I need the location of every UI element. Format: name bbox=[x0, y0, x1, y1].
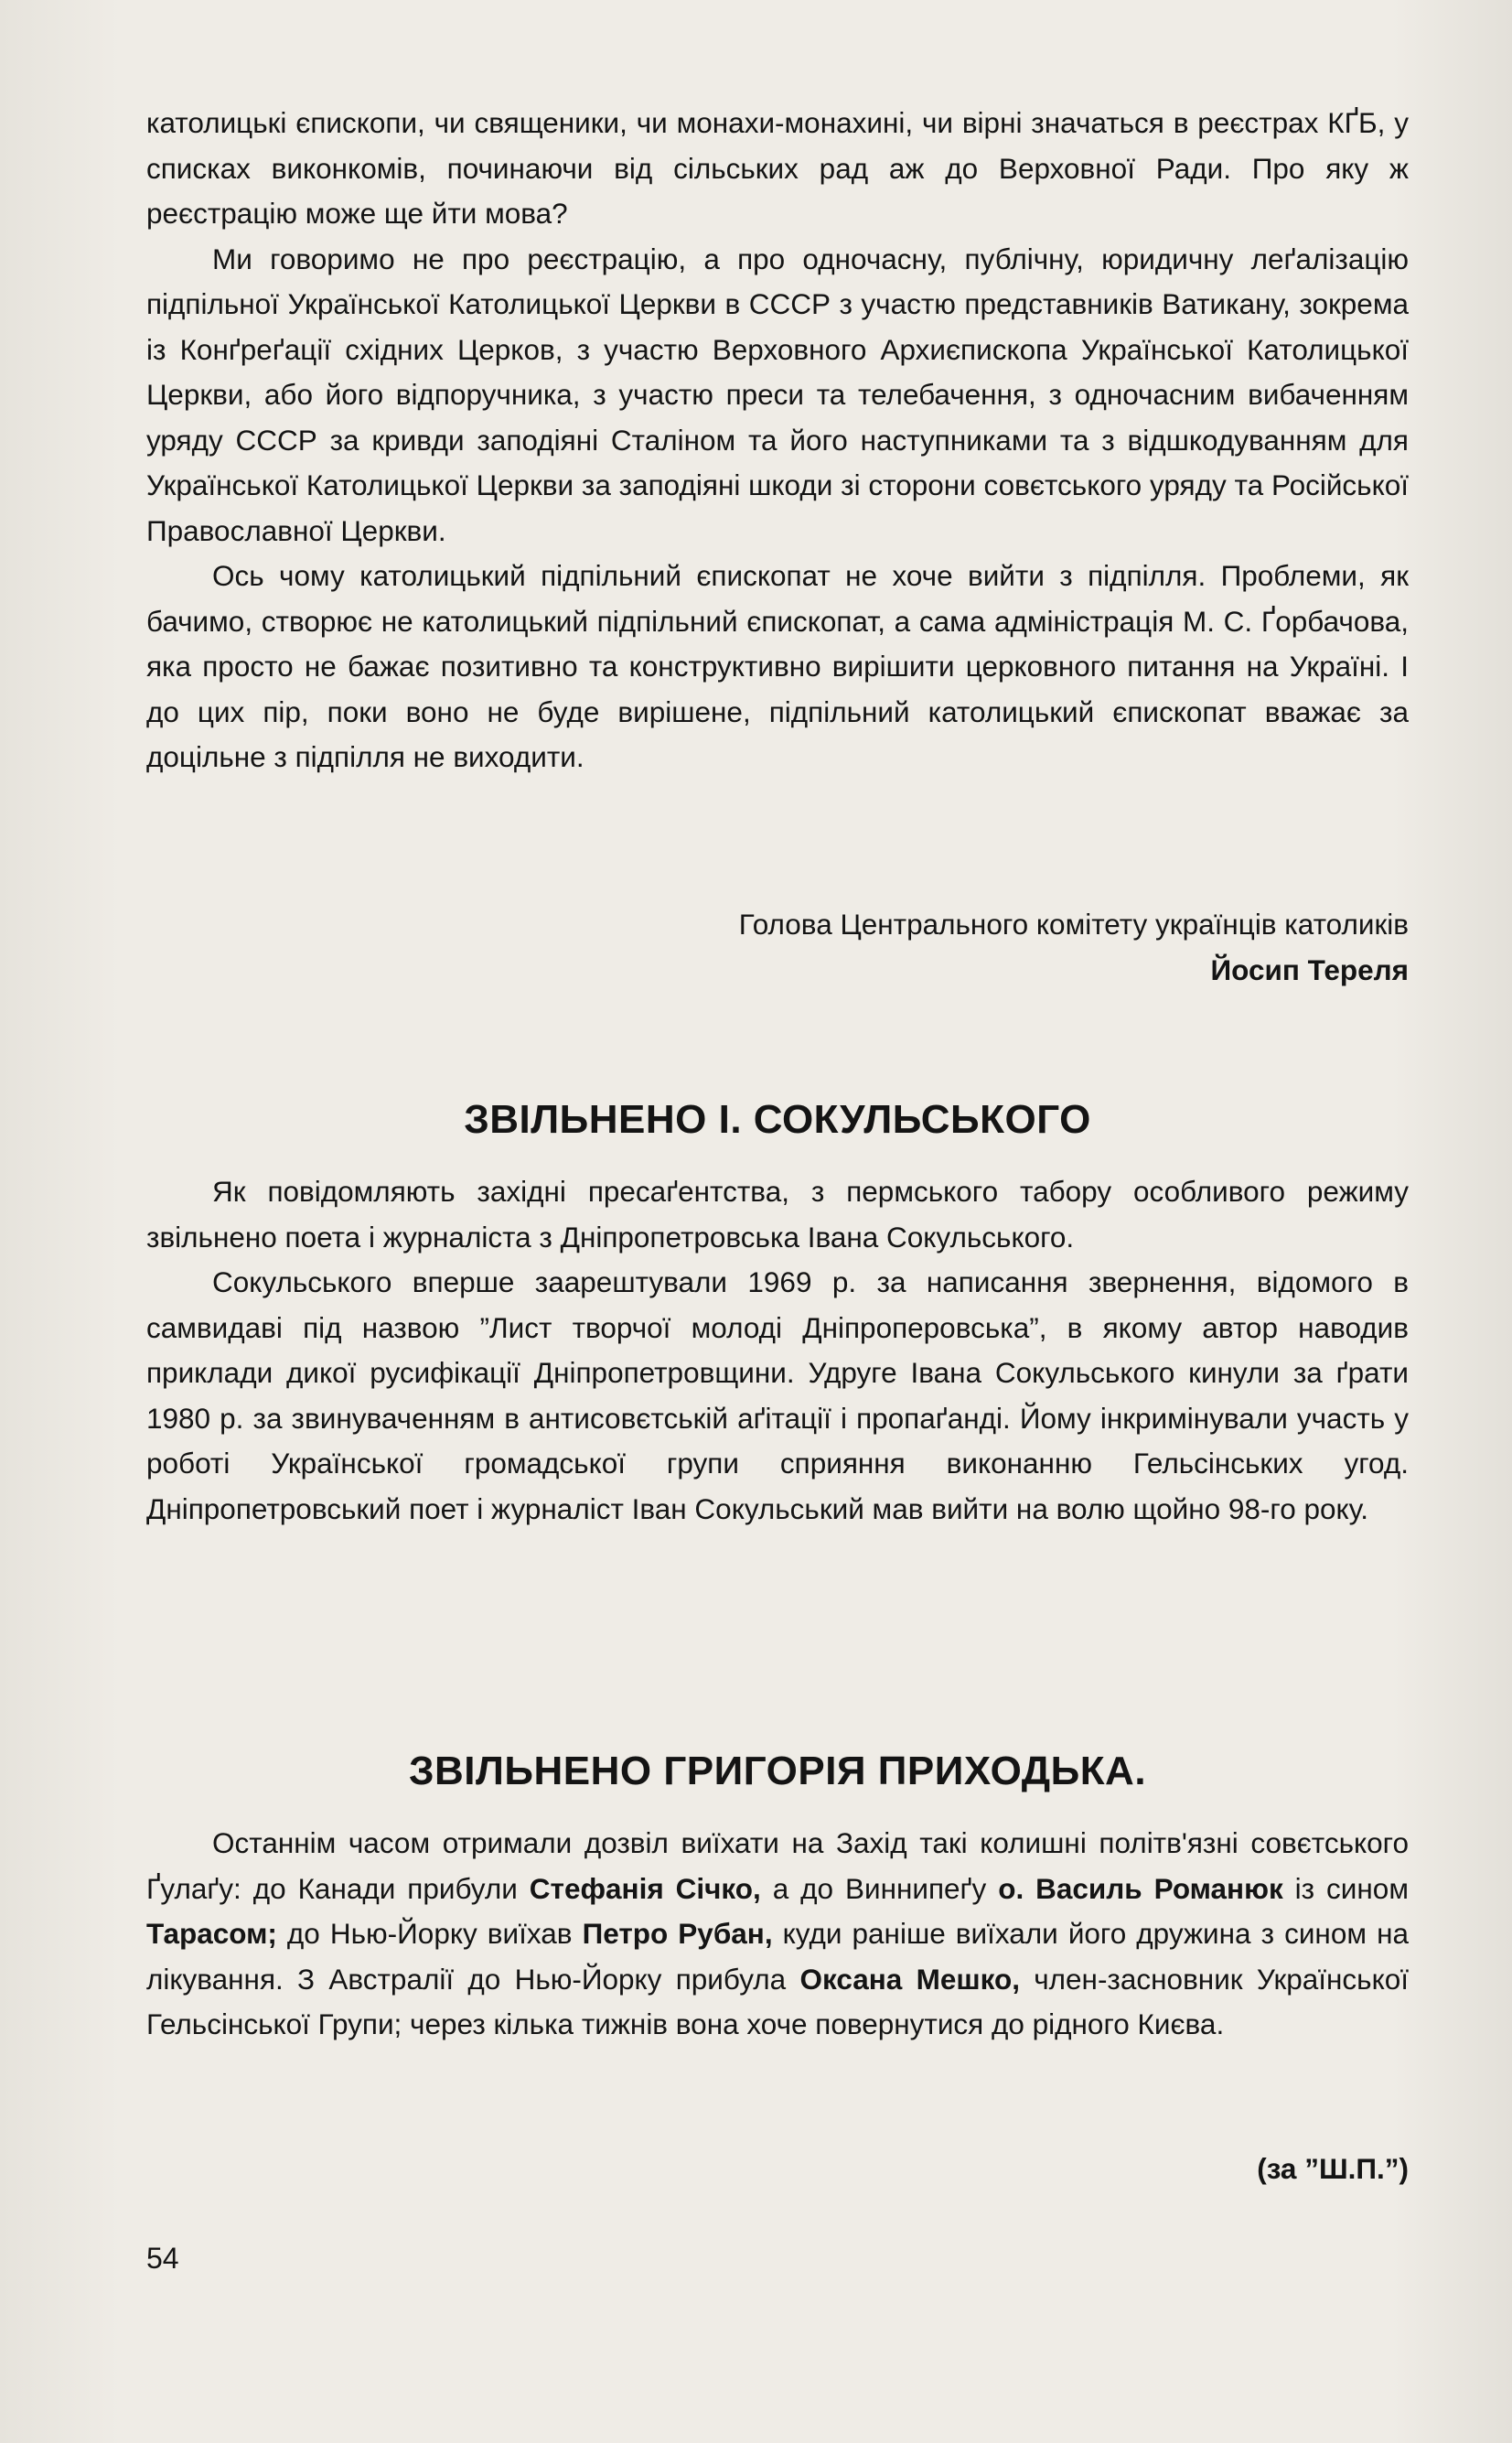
article-sokulsky bbox=[146, 1169, 1409, 1532]
text: член-засновник Української Гельсінської Групи; через кілька тижнів вона хоче повернутися до рідного Києва. bbox=[146, 1962, 1409, 2040]
paragraph: Сокульського вперше заарештували 1969 р. за написання звернення, відомого в самвидаві під назвою ”Лист творчої молоді Дніпроперовська”, в якому автор наводив приклади дикої русифікації Дніпропетровщини. Удруге Івана Сокульського кинули за ґрати 1980 р. за звинуваченням в антисовєтській аґітації і пропаґанді. Йому інкримінували участь у роботі Української громадської групи сприяння виконанню Гельсінських угод. Дніпропетровський поет і журналіст Іван Сокульський мав вийти на волю щойно 98-го року. bbox=[146, 1265, 1409, 1525]
text: із сином bbox=[1282, 1871, 1409, 1905]
name-bold: Стефанія Січко, bbox=[529, 1871, 761, 1905]
heading-prykhodko: ЗВІЛЬНЕНО ГРИГОРІЯ ПРИХОДЬКА. bbox=[408, 1749, 1147, 1793]
paragraph: католицькі єпископи, чи священики, чи монахи-монахині, чи вірні значаться в реєстрах КҐБ, у списках виконкомів, починаючи від сільських рад аж до Верховної Ради. Про яку ж реєстрацію може ще йти мова? bbox=[146, 106, 1409, 230]
heading-sokulsky: ЗВІЛЬНЕНО І. СОКУЛЬСЬКОГО bbox=[464, 1097, 1091, 1142]
text: куди раніше виїхали його дружина з сином на лікування. З Австралії до Нью-Йорку прибула bbox=[146, 1917, 1409, 1996]
source-attribution: (за ”Ш.П.”) bbox=[1257, 2152, 1409, 2185]
article-prykhodko bbox=[146, 1821, 1409, 2048]
name-bold: о. Василь Романюк bbox=[998, 1871, 1283, 1905]
paragraph bbox=[146, 1821, 1409, 2048]
page-number: 54 bbox=[146, 2242, 179, 2275]
name-bold: Оксана Мешко, bbox=[799, 1962, 1020, 1996]
paragraph: Ось чому католицький підпільний єпископат не хоче вийти з підпілля. Проблеми, як бачимо, створює не католицький підпільний єпископат, а сама адміністрація М. С. Ґорбачова, яка просто не бажає позитивно та конструктивно вирішити церковного питання на Україні. І до цих пір, поки воно не буде вирішене, підпільний католицький єпископат вважає за доцільне з підпілля не виходити. bbox=[146, 559, 1409, 773]
name-bold: Петро Рубан, bbox=[582, 1917, 773, 1950]
text: Останнім часом отримали дозвіл виїхати на Захід такі колишні політв'язні совєтського Ґулаґу: до Канади прибули bbox=[146, 1826, 1409, 1905]
signature-name: Йосип Тереля bbox=[1210, 953, 1409, 986]
article-continuation bbox=[146, 101, 1409, 780]
text: до Нью-Йорку виїхав bbox=[276, 1917, 583, 1950]
paragraph: Ми говоримо не про реєстрацію, а про одночасну, публічну, юридичну леґалізацію підпільної Української Католицької Церкви в СССР з участю представників Ватикану, зокрема із Конґреґації східних Церков, з участю Верховного Архиєпископа Української Католицької Церкви, або його відпоручника, з участю преси та телебачення, з одночасним вибаченням уряду СССР за кривди заподіяні Сталіном та його наступниками та з відшкодуванням для Української Католицької Церкви за заподіяні шкоди зі сторони совєтського уряду та Російської Православної Церкви. bbox=[146, 242, 1409, 547]
signature-title: Голова Центрального комітету українців католиків bbox=[738, 908, 1409, 941]
paragraph: Як повідомляють західні пресаґентства, з пермського табору особливого режиму звільнено поета і журналіста з Дніпропетровська Івана Сокульського. bbox=[146, 1175, 1409, 1254]
name-bold: Тарасом; bbox=[146, 1917, 277, 1950]
text: а до Виннипеґу bbox=[760, 1871, 999, 1905]
